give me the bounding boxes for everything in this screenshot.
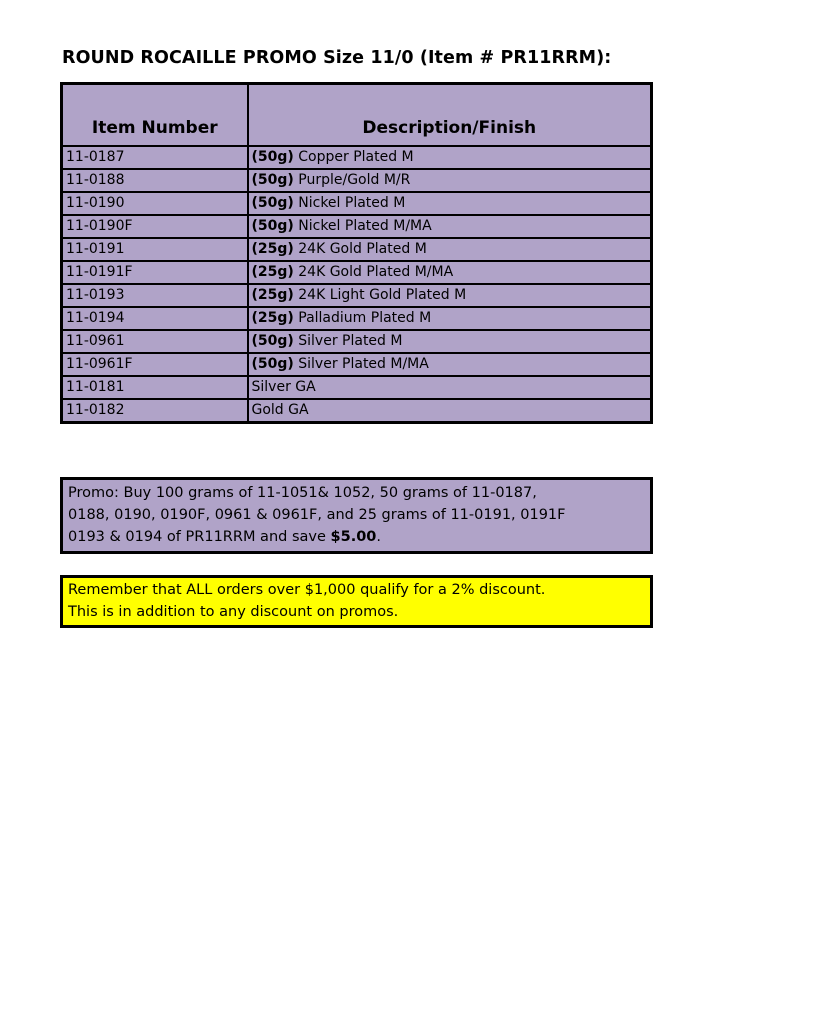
weight-label: (25g) bbox=[251, 309, 294, 326]
table-header-row bbox=[62, 84, 652, 146]
page-title: ROUND ROCAILLE PROMO Size 11/0 (Item # PR11RRM): bbox=[62, 48, 612, 68]
promo-savings-amount: $5.00 bbox=[330, 529, 377, 545]
table-row bbox=[62, 353, 652, 376]
table-row bbox=[62, 146, 652, 169]
column-header-description-finish: Description/Finish bbox=[248, 84, 652, 146]
description-cell: (50g) Silver Plated M bbox=[248, 330, 652, 353]
weight-label: (25g) bbox=[251, 286, 294, 303]
description-cell: (25g) 24K Light Gold Plated M bbox=[248, 284, 652, 307]
table-row bbox=[62, 376, 652, 399]
promo-line-suffix: . bbox=[376, 529, 381, 545]
table-row bbox=[62, 399, 652, 423]
promo-line bbox=[68, 526, 645, 548]
table-row bbox=[62, 215, 652, 238]
description-cell: (25g) 24K Gold Plated M bbox=[248, 238, 652, 261]
description-cell: Gold GA bbox=[248, 399, 652, 423]
weight-label: (50g) bbox=[251, 355, 294, 372]
table-body bbox=[62, 146, 652, 423]
table-row bbox=[62, 307, 652, 330]
item-number-cell: 11-0188 bbox=[62, 169, 248, 192]
weight-label: (25g) bbox=[251, 263, 294, 280]
table-row bbox=[62, 284, 652, 307]
item-number-cell: 11-0961F bbox=[62, 353, 248, 376]
item-number-cell: 11-0194 bbox=[62, 307, 248, 330]
item-number-cell: 11-0181 bbox=[62, 376, 248, 399]
description-cell: (50g) Copper Plated M bbox=[248, 146, 652, 169]
discount-note-box bbox=[60, 575, 653, 628]
promo-line: Promo: Buy 100 grams of 11-1051& 1052, 50 grams of 11-0187, bbox=[68, 485, 537, 501]
description-cell: (50g) Nickel Plated M bbox=[248, 192, 652, 215]
column-header-item-number: Item Number bbox=[62, 84, 248, 146]
table-row bbox=[62, 330, 652, 353]
table-row bbox=[62, 261, 652, 284]
promo-text-box bbox=[60, 477, 653, 554]
note-line: This is in addition to any discount on promos. bbox=[68, 604, 399, 620]
item-number-cell: 11-0187 bbox=[62, 146, 248, 169]
description-cell: (25g) Palladium Plated M bbox=[248, 307, 652, 330]
item-number-cell: 11-0191 bbox=[62, 238, 248, 261]
weight-label: (50g) bbox=[251, 171, 294, 188]
description-cell: Silver GA bbox=[248, 376, 652, 399]
promo-line: 0188, 0190, 0190F, 0961 & 0961F, and 25 grams of 11-0191, 0191F bbox=[68, 507, 566, 523]
weight-label: (50g) bbox=[251, 332, 294, 349]
description-cell: (50g) Silver Plated M/MA bbox=[248, 353, 652, 376]
promo-line-prefix: 0193 & 0194 of PR11RRM and save bbox=[68, 529, 331, 545]
weight-label: (50g) bbox=[251, 217, 294, 234]
weight-label: (25g) bbox=[251, 240, 294, 257]
item-number-cell: 11-0191F bbox=[62, 261, 248, 284]
weight-label: (50g) bbox=[251, 194, 294, 211]
table-row bbox=[62, 238, 652, 261]
item-number-cell: 11-0190 bbox=[62, 192, 248, 215]
note-line: Remember that ALL orders over $1,000 qualify for a 2% discount. bbox=[68, 582, 546, 598]
item-number-cell: 11-0961 bbox=[62, 330, 248, 353]
item-number-cell: 11-0182 bbox=[62, 399, 248, 423]
promo-items-table bbox=[60, 82, 653, 424]
item-number-cell: 11-0190F bbox=[62, 215, 248, 238]
weight-label: (50g) bbox=[251, 148, 294, 165]
table-row bbox=[62, 192, 652, 215]
description-cell: (50g) Purple/Gold M/R bbox=[248, 169, 652, 192]
table-row bbox=[62, 169, 652, 192]
description-cell: (50g) Nickel Plated M/MA bbox=[248, 215, 652, 238]
description-cell: (25g) 24K Gold Plated M/MA bbox=[248, 261, 652, 284]
item-number-cell: 11-0193 bbox=[62, 284, 248, 307]
